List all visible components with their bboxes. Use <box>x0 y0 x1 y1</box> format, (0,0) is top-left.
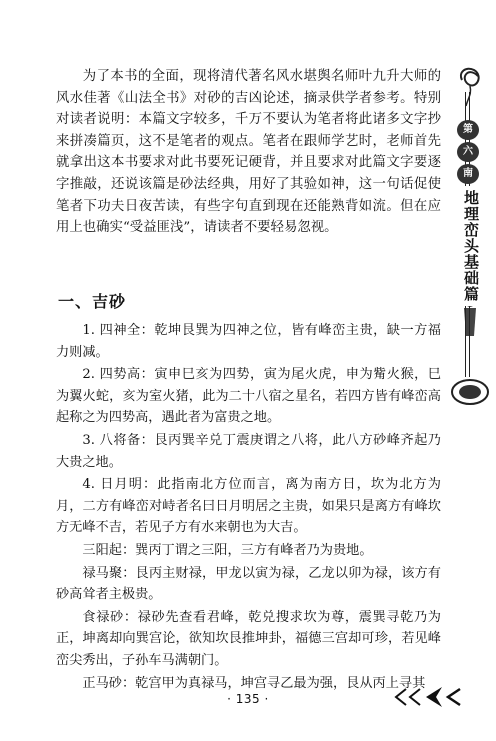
series-char: 六 <box>457 142 479 162</box>
list-item: 禄马聚：艮丙主财禄，甲龙以寅为禄，乙龙以卯为禄，该方有砂高耸者主极贵。 <box>56 565 441 603</box>
series-char: 南 <box>457 164 479 184</box>
list-item: 1. 四神全：乾坤艮巽为四神之位，皆有峰峦主贵，缺一方福力则减。 <box>56 323 441 360</box>
series-char: 第 <box>457 120 479 140</box>
series-label <box>452 118 484 186</box>
list-item: 4. 日月明：此指南北方位而言，离为南方日，坎为北方为月，二方有峰峦对峙者名曰日月明居之主贵，如果只是离方有峰坎方无峰不吉，若见子方有水来朝也为大吉。 <box>56 477 441 536</box>
item-list <box>56 320 441 695</box>
list-item: 食禄砂：禄砂先查看君峰，乾兑搜求坎为尊，震巽寻乾乃为正，坤离却向巽宫论，欲知坎艮推坤卦，福德三宫却可珍，若见峰峦尖秀出，子孙车马满朝门。 <box>56 609 441 668</box>
intro-block <box>56 66 441 239</box>
corner-arrows-icon <box>394 686 464 708</box>
intro-paragraph: 为了本书的全面，现将清代著名风水堪舆名师叶九升大师的风水佳著《山法全书》对砂的吉凶论述，摘录供学者参考。特别对读者说明：本篇文字较多，千万不要认为笔者将此诸多文字抄来拼凑篇页，这不是笔者的观点。笔者在跟师学艺时，老师首先就拿出这本书要求对此书要死记硬背，并且要求对此篇文字要逐字推敲，还说该篇是砂法经典，用好了其验如神，这一句话促使笔者下功夫日夜苦读，有些字句直到现在还能熟背如流。但在应用上也确实“受益匪浅”，请读者不要轻易忽视。 <box>56 69 441 236</box>
page-number-text: · 135 · <box>227 692 269 706</box>
list-item: 正马砂：乾宫甲为真禄马，坤宫寻乙最为强，艮从丙上寻其 <box>82 675 426 691</box>
list-item: 3. 八将备：艮丙巽辛兑丁震庚谓之八将，此八方砂峰齐起乃大贵之地。 <box>56 432 441 470</box>
list-item: 2. 四势高：寅申巳亥为四势，寅为尾火虎，申为觜火猴，巳为翼火蛇，亥为室火猪，此为二十八宿之星名，若四方皆有峰峦高起称之为四势高，遇此者为富贵之地。 <box>56 367 441 426</box>
section-title: 一、吉砂 <box>58 292 127 311</box>
list-item: 三阳起：巽丙丁谓之三阳，三方有峰者乃为贵地。 <box>82 542 373 558</box>
book-title: 地理峦头基础篇 <box>456 186 480 306</box>
top-swirl-icon <box>461 69 479 86</box>
